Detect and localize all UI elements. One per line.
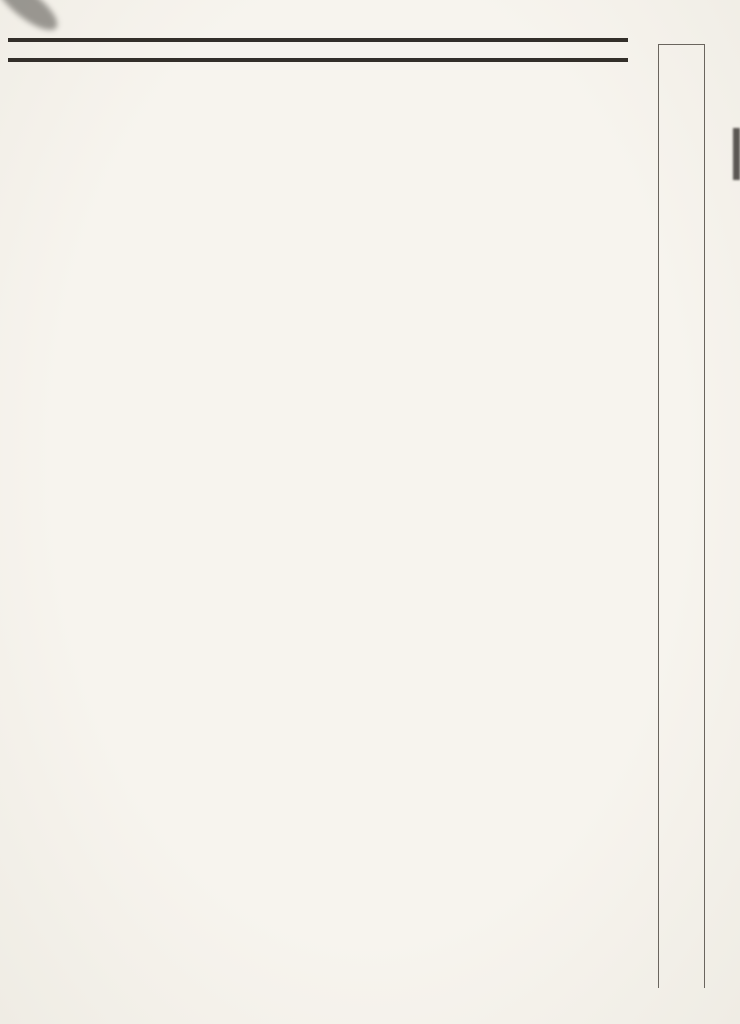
staff-table-brigade xyxy=(8,58,628,62)
divider-line xyxy=(704,44,705,988)
scan-artifact xyxy=(0,0,64,38)
divider-line xyxy=(658,44,705,45)
scan-artifact xyxy=(733,128,740,180)
section-title xyxy=(629,312,659,692)
divider-line xyxy=(658,44,659,988)
tables-area xyxy=(8,38,628,62)
volume-title xyxy=(665,290,703,1016)
staff-table-headquarters xyxy=(8,38,628,42)
